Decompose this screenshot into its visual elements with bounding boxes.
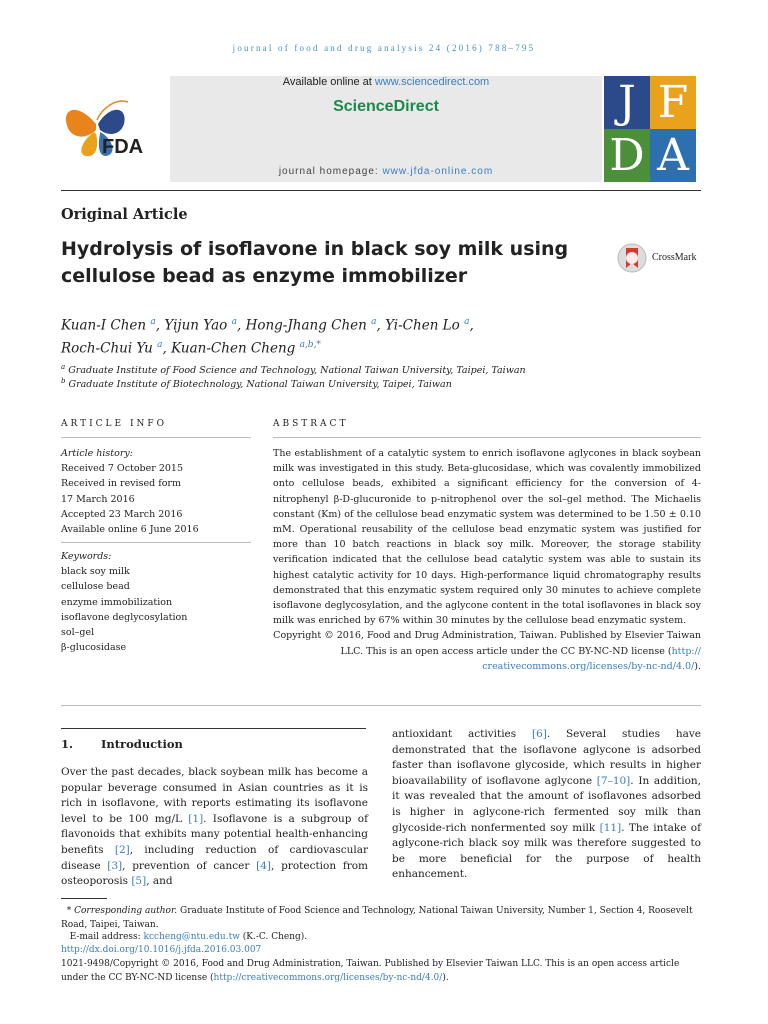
author-line-1: Kuan-I Chen $^a$, Yijun Yao $^a$, Hong-Jhang Chen $^a$, Yi-Chen Lo $^a$, — [61, 317, 474, 334]
history-item: Received 7 October 2015 — [61, 463, 183, 475]
license-link[interactable]: http:// — [671, 645, 701, 657]
citation-link[interactable]: [11] — [599, 821, 622, 834]
sciencedirect-link[interactable]: www.sciencedirect.com — [374, 76, 490, 88]
author-name: Kuan-Chen Cheng — [171, 340, 296, 356]
intro-paragraph-left: Over the past decades, black soybean milk has become a popular beverage consumed in Asian countries as it is rich in isoflavone, with reports estimating its isoflavone level to be 100 mg/L [1]. Isoflavone is a subgroup of flavonoids that exhibits many potential health-enhancing benefits [2], including reduction of cardiovascular disease [3], prevention of cancer [4], protection from osteoporosis [5], and — [61, 766, 369, 888]
fda-logo — [58, 80, 168, 175]
doi-note — [61, 944, 701, 958]
keyword-item: β-glucosidase — [61, 642, 127, 654]
author-line-2: Roch-Chui Yu $^a$, Kuan-Chen Cheng $^{a,b,*}$ — [61, 339, 321, 356]
article-kind: Original Article — [61, 206, 188, 223]
author-name: Kuan-I Chen — [61, 317, 147, 334]
article-history — [61, 446, 251, 537]
header-divider — [61, 190, 701, 191]
citation-link[interactable]: [2] — [114, 843, 130, 856]
license-link[interactable]: creativecommons.org/licenses/by-nc-nd/4.0/ — [482, 660, 695, 672]
crossmark-label: CrossMark — [652, 252, 697, 263]
keywords-heading: Keywords: — [61, 551, 112, 562]
jfda-letter-f: F — [650, 76, 696, 129]
intro-rule — [61, 728, 366, 729]
affiliation-b: $^b$ Graduate Institute of Biotechnology, National Taiwan University, Taipei, Taiwan — [61, 377, 452, 391]
author-name: Yi-Chen Lo — [385, 317, 460, 334]
jfda-logo — [604, 76, 696, 182]
keyword-item: black soy milk — [61, 566, 130, 578]
abstract-body — [273, 446, 701, 674]
author-name: Roch-Chui Yu — [61, 340, 153, 356]
history-rule — [61, 542, 251, 543]
keywords — [61, 549, 251, 655]
author-sup[interactable]: a,b,* — [299, 339, 321, 350]
sciencedirect-wordmark: ScienceDirect — [333, 98, 439, 115]
author-name: Hong-Jhang Chen — [245, 317, 367, 334]
footnote-rule — [61, 898, 107, 899]
keyword-item: isoflavone deglycosylation — [61, 611, 188, 623]
jfda-letter-j: J — [604, 76, 650, 129]
journal-banner — [170, 76, 602, 182]
intro-left-column — [61, 765, 368, 890]
author-sup[interactable]: a — [157, 339, 163, 350]
article-info-heading: ARTICLE INFO — [61, 419, 168, 429]
abstract-heading: ABSTRACT — [273, 419, 349, 429]
intro-right-column — [392, 727, 701, 883]
abstract-text: The establishment of a catalytic system to enrich isoflavone aglycones in black soybean milk was investigated in this study. Beta-glucosidase, which was covalently immobilized onto cellulose beads, exhibited a significant efficiency for the conversion of 4-nitrophenyl β-D-glucuronide to p-nitrophenol over the sol–gel method. The Michaelis constant (Km) of the cellulose bead enzymatic system was determined to be 1.50 ± 0.10 mM. Operational reusability of the cellulose bead enzymatic system was justified for more than 10 batch reactions in black soy milk. Moreover, the storage stability verification indicated that the cellulose bead catalytic system was able to sustain its highest catalytic activity for 10 days. High-performance liquid chromatography results demonstrated that this enzymatic system required only 30 minutes to achieve complete isoflavone deglycosylation, and the aglycone content in the total isoflavones in black soy milk was enriched by 67% within 30 minutes by the cellulose bead enzymatic system. — [273, 448, 701, 627]
jfda-letter-a: A — [650, 129, 696, 182]
author-name: Yijun Yao — [164, 317, 228, 334]
author-sup[interactable]: a — [231, 317, 237, 327]
author-sup[interactable]: a — [464, 317, 470, 327]
citation-link[interactable]: [1] — [188, 812, 204, 825]
history-item: Accepted 23 March 2016 — [61, 508, 183, 520]
history-item: 17 March 2016 — [61, 493, 135, 505]
author-list — [61, 313, 701, 358]
author-sup[interactable]: a — [371, 317, 377, 327]
intro-heading: 1. Introduction — [61, 737, 183, 751]
available-online: Available online at www.sciencedirect.com — [282, 76, 490, 88]
keyword-item: cellulose bead — [61, 581, 130, 593]
history-item: Received in revised form — [61, 478, 181, 490]
history-item: Available online 6 June 2016 — [61, 524, 199, 536]
fda-logo-text: FDA — [102, 136, 144, 158]
journal-homepage: journal homepage: www.jfda-online.com — [278, 166, 494, 177]
doi-link[interactable]: http://dx.doi.org/10.1016/j.jfda.2016.03.007 — [61, 945, 262, 955]
abstract-copyright: Copyright © 2016, Food and Drug Administration, Taiwan. Published by Elsevier Taiwan LLC. This is an open access article under the CC BY-NC-ND license (http:// creativecommons.org/licenses/by-nc-nd/4.0/). — [273, 630, 701, 672]
fda-butterfly-icon — [58, 80, 168, 175]
running-head: journal of food and drug analysis 24 (2016) 788–795 — [232, 43, 536, 53]
keyword-item: sol–gel — [61, 627, 95, 639]
issn-copyright-note: 1021-9498/Copyright © 2016, Food and Drug Administration, Taiwan. Published by Elsevier Taiwan LLC. This is an open access article under the CC BY-NC-ND license (http://creativecommons.org/licenses/by-nc-nd/4.0/). — [61, 959, 680, 983]
email-link[interactable]: kccheng@ntu.edu.tw — [143, 932, 240, 942]
citation-link[interactable]: [7–10] — [596, 774, 631, 787]
intro-paragraph-right: antioxidant activities [6]. Several studies have demonstrated that the isoflavone aglycone is adsorbed faster than isoflavone glycoside, which results in higher bioavailability of isoflavone aglycone [7–10]. In addition, it was revealed that the amount of isoflavones adsorbed is higher in aglycone-rich fermented soy milk than glycoside-rich nonfermented soy milk [11]. The intake of aglycone-rich black soy milk was therefore suggested to be more beneficial for the purpose of health enhancement. — [392, 728, 702, 881]
jfda-letter-d: D — [604, 129, 650, 182]
citation-link[interactable]: [6] — [531, 728, 547, 740]
citation-link[interactable]: [3] — [107, 859, 123, 872]
homepage-link[interactable]: www.jfda-online.com — [382, 166, 494, 177]
email-note: E-mail address: kccheng@ntu.edu.tw (K.-C. Cheng). — [69, 932, 308, 942]
article-title — [61, 236, 601, 290]
abstract-rule — [273, 437, 701, 438]
info-rule — [61, 437, 251, 438]
title-line-2: cellulose bead as enzyme immobilizer — [61, 265, 468, 287]
citation-link[interactable]: [4] — [256, 859, 272, 872]
crossmark-button[interactable] — [616, 242, 706, 272]
corresponding-author-note: * Corresponding author. Graduate Institute of Food Science and Technology, National Taiwan University, Number 1, Section 4, Roosevelt Road, Taipei, Taiwan. — [61, 906, 693, 930]
history-heading: Article history: — [61, 448, 133, 459]
affiliation-a: $^a$ Graduate Institute of Food Science and Technology, National Taiwan University, Taipei, Taiwan — [61, 363, 526, 377]
crossmark-icon — [616, 242, 648, 274]
author-sup[interactable]: a — [150, 317, 156, 327]
citation-link[interactable]: [5] — [131, 875, 147, 888]
title-line-1: Hydrolysis of isoflavone in black soy milk using — [61, 238, 569, 260]
abstract-bottom-rule — [61, 705, 701, 706]
keyword-item: enzyme immobilization — [61, 596, 173, 608]
license-link[interactable]: http://creativecommons.org/licenses/by-nc-nd/4.0/ — [213, 972, 443, 983]
